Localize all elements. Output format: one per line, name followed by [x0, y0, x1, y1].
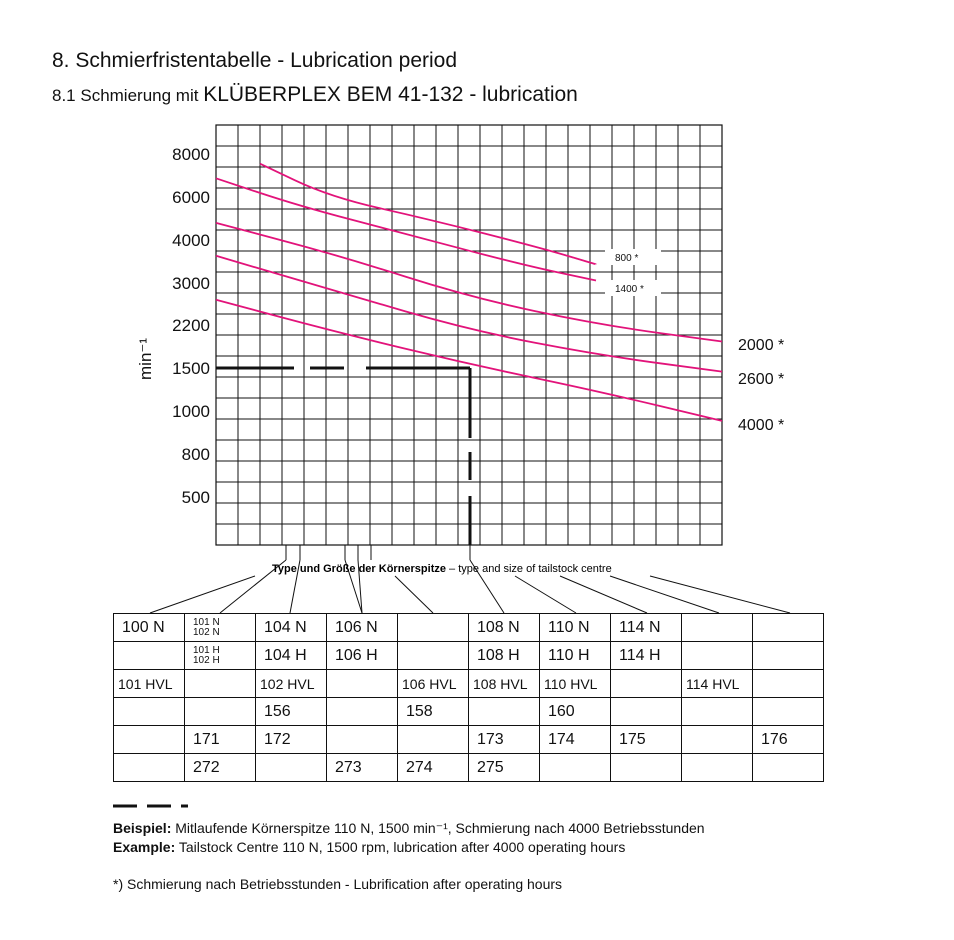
table-row [114, 726, 824, 754]
table-cell: 106 HVL [398, 670, 469, 698]
table-cell: 171 [185, 726, 256, 754]
table-cell [540, 754, 611, 782]
chart-grid [216, 125, 722, 545]
y-tick-label: 1500 [172, 359, 210, 378]
x-axis-fan-lines [150, 545, 790, 613]
table-cell: 175 [611, 726, 682, 754]
x-axis-label [272, 563, 612, 575]
y-tick-label: 8000 [172, 145, 210, 164]
series-label: 1400 * [615, 284, 644, 295]
example-en-label: Example: [113, 839, 176, 855]
table-cell [753, 698, 824, 726]
table-cell [611, 698, 682, 726]
table-cell: 275 [469, 754, 540, 782]
table-cell [398, 726, 469, 754]
table-cell: 106 N [327, 614, 398, 642]
subtitle-product: KLÜBERPLEX BEM 41-132 - lubrication [203, 83, 578, 106]
table-cell: 101 HVL [114, 670, 185, 698]
table-cell: 174 [540, 726, 611, 754]
series-labels [605, 249, 784, 434]
table-cell [327, 726, 398, 754]
table-cell: 110 HVL [540, 670, 611, 698]
page-title: 8. Schmierfristentabelle - Lubrication period [52, 49, 458, 72]
table-cell: 108 N [469, 614, 540, 642]
table-cell: 102 HVL [256, 670, 327, 698]
y-tick-label: 2200 [172, 316, 210, 335]
table-cell-line: 102 N [193, 626, 220, 638]
table-cell [185, 670, 256, 698]
y-tick-label: 6000 [172, 188, 210, 207]
table-cell [327, 698, 398, 726]
x-axis-label-bold: Type und Größe der Körnerspitze [272, 563, 446, 575]
table-row [114, 642, 824, 670]
table-cell: 173 [469, 726, 540, 754]
table-cell [753, 614, 824, 642]
series-label: 800 * [615, 253, 639, 264]
table-cell [469, 698, 540, 726]
table-cell: 172 [256, 726, 327, 754]
fan-line [610, 576, 719, 613]
footnote: *) Schmierung nach Betriebsstunden - Lubrification after operating hours [113, 876, 563, 892]
series-label: 2000 * [738, 337, 785, 354]
table-cell [682, 698, 753, 726]
table-cell [398, 614, 469, 642]
table-cell: 158 [398, 698, 469, 726]
table-cell: 106 H [327, 642, 398, 670]
table-cell [682, 726, 753, 754]
table-cell [114, 754, 185, 782]
table-cell [682, 614, 753, 642]
table-cell: 108 HVL [469, 670, 540, 698]
table-cell: 176 [753, 726, 824, 754]
table-cell [753, 670, 824, 698]
example-lines [216, 368, 470, 545]
table-cell [753, 642, 824, 670]
table-cell [114, 698, 185, 726]
y-tick-label: 3000 [172, 274, 210, 293]
table-cell [753, 754, 824, 782]
series-label: 2600 * [738, 371, 785, 388]
table-cell: 108 H [469, 642, 540, 670]
y-tick-labels [172, 145, 210, 507]
example-en [113, 839, 625, 855]
table-cell [114, 726, 185, 754]
table-cell [185, 614, 256, 642]
table-cell [398, 642, 469, 670]
y-tick-label: 4000 [172, 231, 210, 250]
table-cell: 273 [327, 754, 398, 782]
table-cell: 104 H [256, 642, 327, 670]
example-en-text: Tailstock Centre 110 N, 1500 rpm, lubrication after 4000 operating hours [175, 839, 626, 855]
table-cell [611, 754, 682, 782]
x-axis-label-rest: – type and size of tailstock centre [446, 563, 612, 575]
table-cell-line: 102 H [193, 654, 220, 666]
y-tick-label: 1000 [172, 402, 210, 421]
table-cell: 104 N [256, 614, 327, 642]
example-de-text: Mitlaufende Körnerspitze 110 N, 1500 min⁻¹, Schmierung nach 4000 Betriebsstunden [171, 820, 705, 836]
table-cell-line: 101 H [193, 644, 220, 656]
subtitle-prefix: 8.1 Schmierung mit [52, 86, 204, 105]
table-row [114, 754, 824, 782]
table-cell: 274 [398, 754, 469, 782]
example-de [113, 820, 705, 837]
table-cell [256, 754, 327, 782]
table-cell: 110 H [540, 642, 611, 670]
table-cell [114, 642, 185, 670]
y-tick-label: 500 [181, 488, 210, 507]
fan-line [650, 576, 790, 613]
table-cell [682, 754, 753, 782]
table-cell: 272 [185, 754, 256, 782]
table-cell [611, 670, 682, 698]
y-axis-label: min⁻¹ [136, 337, 155, 380]
table-cell [327, 670, 398, 698]
table-cell: 160 [540, 698, 611, 726]
table-cell [682, 642, 753, 670]
fan-line [150, 576, 255, 613]
table-cell: 114 H [611, 642, 682, 670]
type-table [113, 613, 824, 782]
fan-line [515, 576, 576, 613]
table-cell: 114 N [611, 614, 682, 642]
fan-line [395, 576, 433, 613]
y-tick-label: 800 [181, 445, 210, 464]
table-cell: 100 N [114, 614, 185, 642]
table-cell: 110 N [540, 614, 611, 642]
table-cell-line: 101 N [193, 616, 220, 628]
table-row [114, 614, 824, 642]
table-cell [185, 642, 256, 670]
table-cell: 156 [256, 698, 327, 726]
table-row [114, 698, 824, 726]
curve-1 [216, 178, 596, 280]
table-cell: 114 HVL [682, 670, 753, 698]
fan-line [560, 576, 647, 613]
series-label: 4000 * [738, 417, 785, 434]
table-row [114, 670, 824, 698]
table-cell [185, 698, 256, 726]
example-de-label: Beispiel: [113, 820, 172, 836]
